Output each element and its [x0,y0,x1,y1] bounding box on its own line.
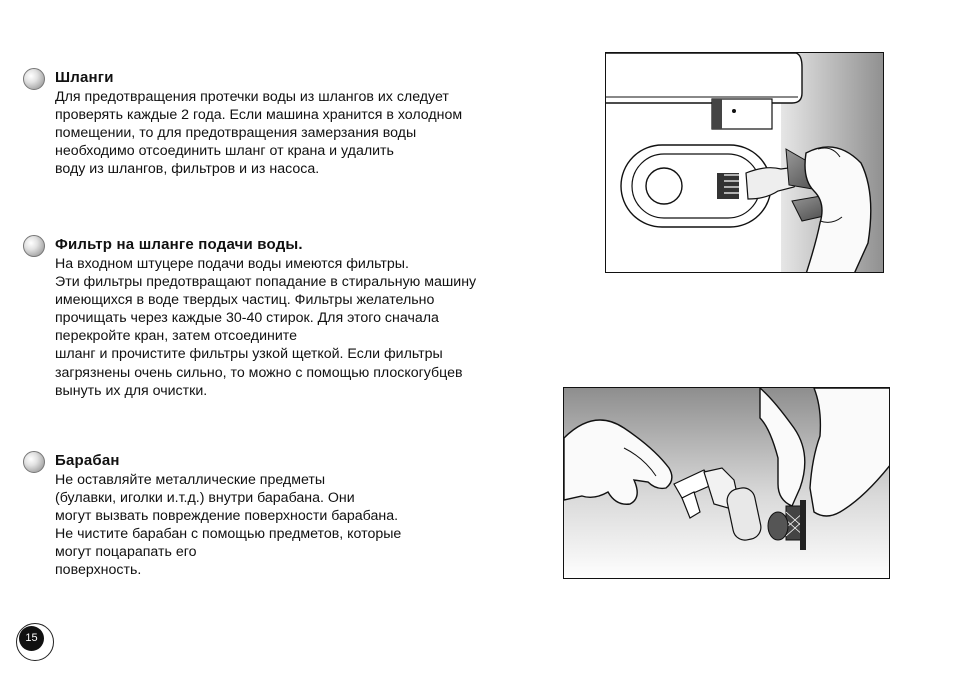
illustration-filter-parts [563,387,890,579]
section-body-drum [55,471,401,580]
text-line: проверять каждые 2 года. Если машина хранится в холодном [55,107,463,124]
text-line: могут поцарапать его [55,544,197,561]
page-number: 15 [19,626,44,651]
text-line: (булавки, иголки и.т.д.) внутри барабана. Они [55,490,355,507]
text-line: могут вызвать повреждение поверхности барабана. [55,508,399,525]
section-hoses [55,69,462,178]
section-title-drum: Барабан [55,452,120,469]
text-line: Не оставляйте металлические предметы [55,472,326,488]
text-line: необходимо отсоединить шланг от крана и удалить [55,143,394,160]
illustration-inlet-filter [605,52,884,273]
text-line: Не чистите барабан с помощью предметов, которые [55,526,402,543]
text-line: вынуть их для очистки. [55,382,208,399]
inlet-filter-drawing [606,53,884,273]
section-title-hoses: Шланги [55,69,114,86]
text-line: помещении, то для предотвращения замерзания воды [55,125,417,142]
text-line: имеющихся в воде твердых частиц. Фильтры желательно [55,292,435,309]
text-line: прочищать через каждые 30-40 стирок. Для этого сначала [55,310,439,327]
text-line: загрязнены очень сильно, то можно с помощью плоскогубцев [55,364,463,381]
section-bullet-filter [23,235,45,257]
section-title-filter: Фильтр на шланге подачи воды. [55,236,303,253]
section-body-filter [55,255,476,400]
text-line: На входном штуцере подачи воды имеются фильтры. [55,256,409,272]
section-bullet-drum [23,451,45,473]
section-bullet-hoses [23,68,45,90]
text-line: Для предотвращения протечки воды из шлангов их следует [55,89,449,105]
section-drum [55,452,401,580]
text-line: поверхность. [55,562,142,579]
text-line: перекройте кран, затем отсоедините [55,328,297,345]
filter-parts-drawing [564,388,890,579]
section-filter [55,236,476,400]
section-body-hoses [55,88,462,178]
page-number-badge [16,623,54,661]
text-line: Эти фильтры предотвращают попадание в стиральную машину [55,274,477,291]
text-line: шланг и прочистите фильтры узкой щеткой. Если фильтры [55,346,443,363]
text-line: воду из шлангов, фильтров и из насоса. [55,161,320,178]
